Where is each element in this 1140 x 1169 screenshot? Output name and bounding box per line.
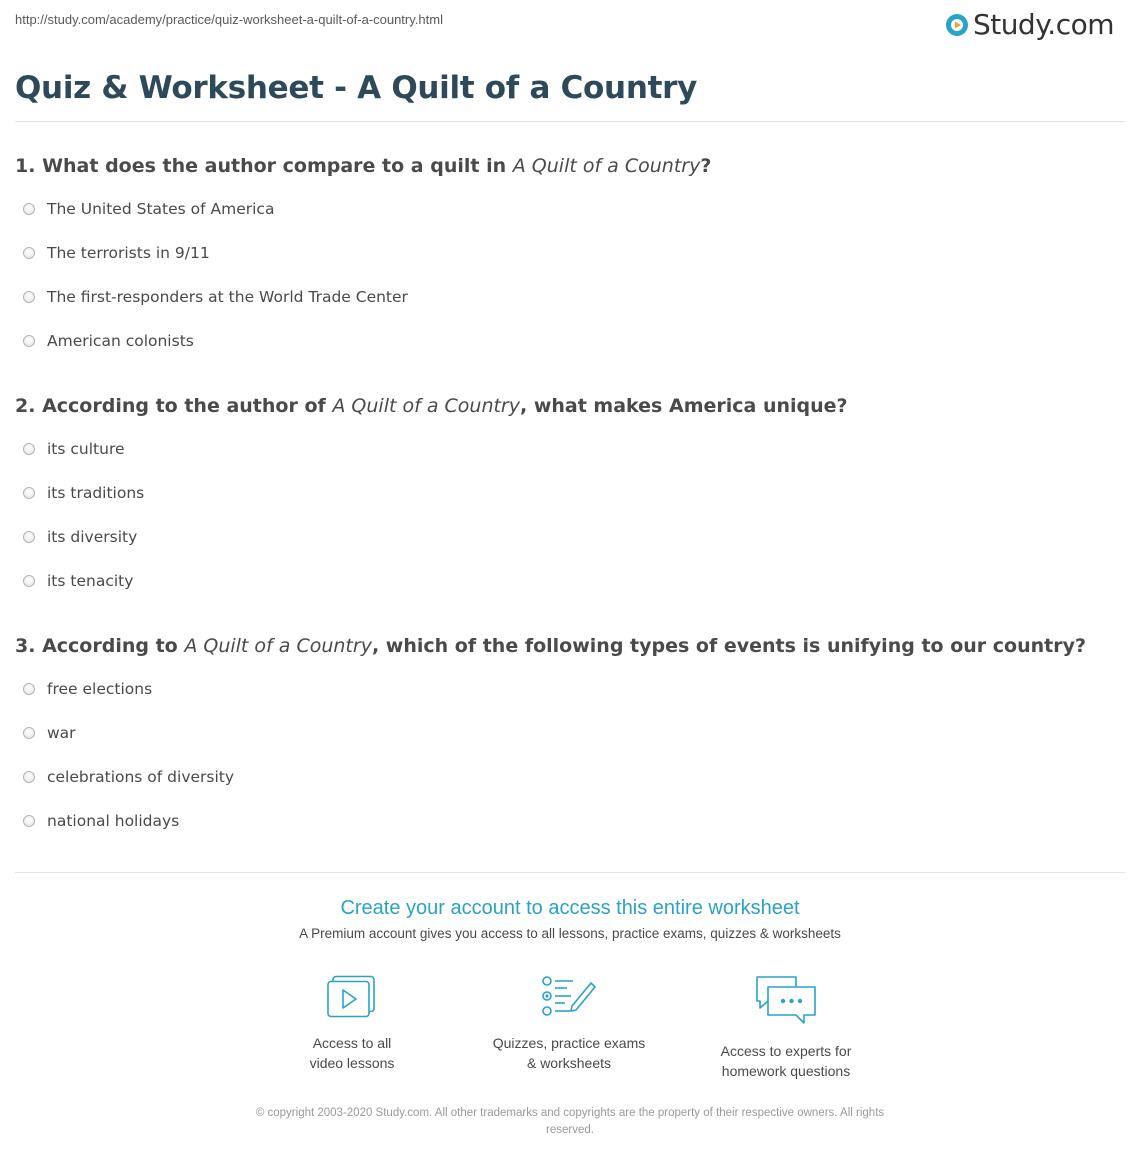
radio-button[interactable] (23, 531, 35, 543)
radio-button[interactable] (23, 443, 35, 455)
q2-option-4[interactable]: its tenacity (23, 572, 133, 590)
feature-experts (686, 975, 886, 1081)
top-bar (0, 0, 1140, 50)
question-3: 3. According to A Quilt of a Country, which of the following types of events is unifying to our country? (15, 635, 1086, 657)
q3-option-4[interactable]: national holidays (23, 812, 179, 830)
radio-button[interactable] (23, 335, 35, 347)
q1-option-1[interactable]: The United States of America (23, 200, 274, 218)
play-logo-icon (945, 13, 969, 37)
quiz-checklist-icon (541, 975, 597, 1019)
q1-option-4[interactable]: American colonists (23, 332, 194, 350)
create-account-link[interactable]: Create your account to access this entire worksheet (340, 897, 800, 919)
radio-button[interactable] (23, 487, 35, 499)
q2-option-1[interactable]: its culture (23, 440, 125, 458)
q2-option-2[interactable]: its traditions (23, 484, 144, 502)
q1-option-3[interactable]: The first-responders at the World Trade Center (23, 288, 408, 306)
radio-button[interactable] (23, 683, 35, 695)
feature-quizzes (469, 975, 669, 1073)
question-1: 1. What does the author compare to a quilt in A Quilt of a Country? (15, 155, 712, 177)
feature-label: Access to experts for homework questions (720, 1043, 852, 1079)
q1-option-2[interactable]: The terrorists in 9/11 (23, 244, 210, 262)
radio-button[interactable] (23, 727, 35, 739)
feature-label: Quizzes, practice exams & worksheets (492, 1035, 646, 1071)
q3-option-1[interactable]: free elections (23, 680, 152, 698)
radio-button[interactable] (23, 291, 35, 303)
cta-subtitle: A Premium account gives you access to all lessons, practice exams, quizzes & worksheets (299, 926, 841, 941)
radio-button[interactable] (23, 771, 35, 783)
page-title: Quiz & Worksheet - A Quilt of a Country (15, 70, 698, 106)
radio-button[interactable] (23, 203, 35, 215)
question-2: 2. According to the author of A Quilt of a Country, what makes America unique? (15, 395, 848, 417)
q2-option-3[interactable]: its diversity (23, 528, 137, 546)
q3-option-3[interactable]: celebrations of diversity (23, 768, 234, 786)
radio-button[interactable] (23, 575, 35, 587)
expert-chat-icon (754, 975, 818, 1027)
feature-video-lessons (252, 975, 452, 1073)
copyright-footer: © copyright 2003-2020 Study.com. All other trademarks and copyrights are the property of their respective owners. All rights reserved. (255, 1107, 885, 1136)
cta-divider (15, 872, 1125, 873)
radio-button[interactable] (23, 247, 35, 259)
radio-button[interactable] (23, 815, 35, 827)
q3-option-2[interactable]: war (23, 724, 76, 742)
video-lessons-icon (326, 975, 378, 1019)
study-logo[interactable] (945, 8, 1114, 41)
logo-text: Study.com (972, 8, 1114, 41)
title-divider (15, 121, 1125, 122)
feature-label: Access to all video lessons (309, 1035, 395, 1071)
page-url: http://study.com/academy/practice/quiz-worksheet-a-quilt-of-a-country.html (15, 12, 443, 27)
